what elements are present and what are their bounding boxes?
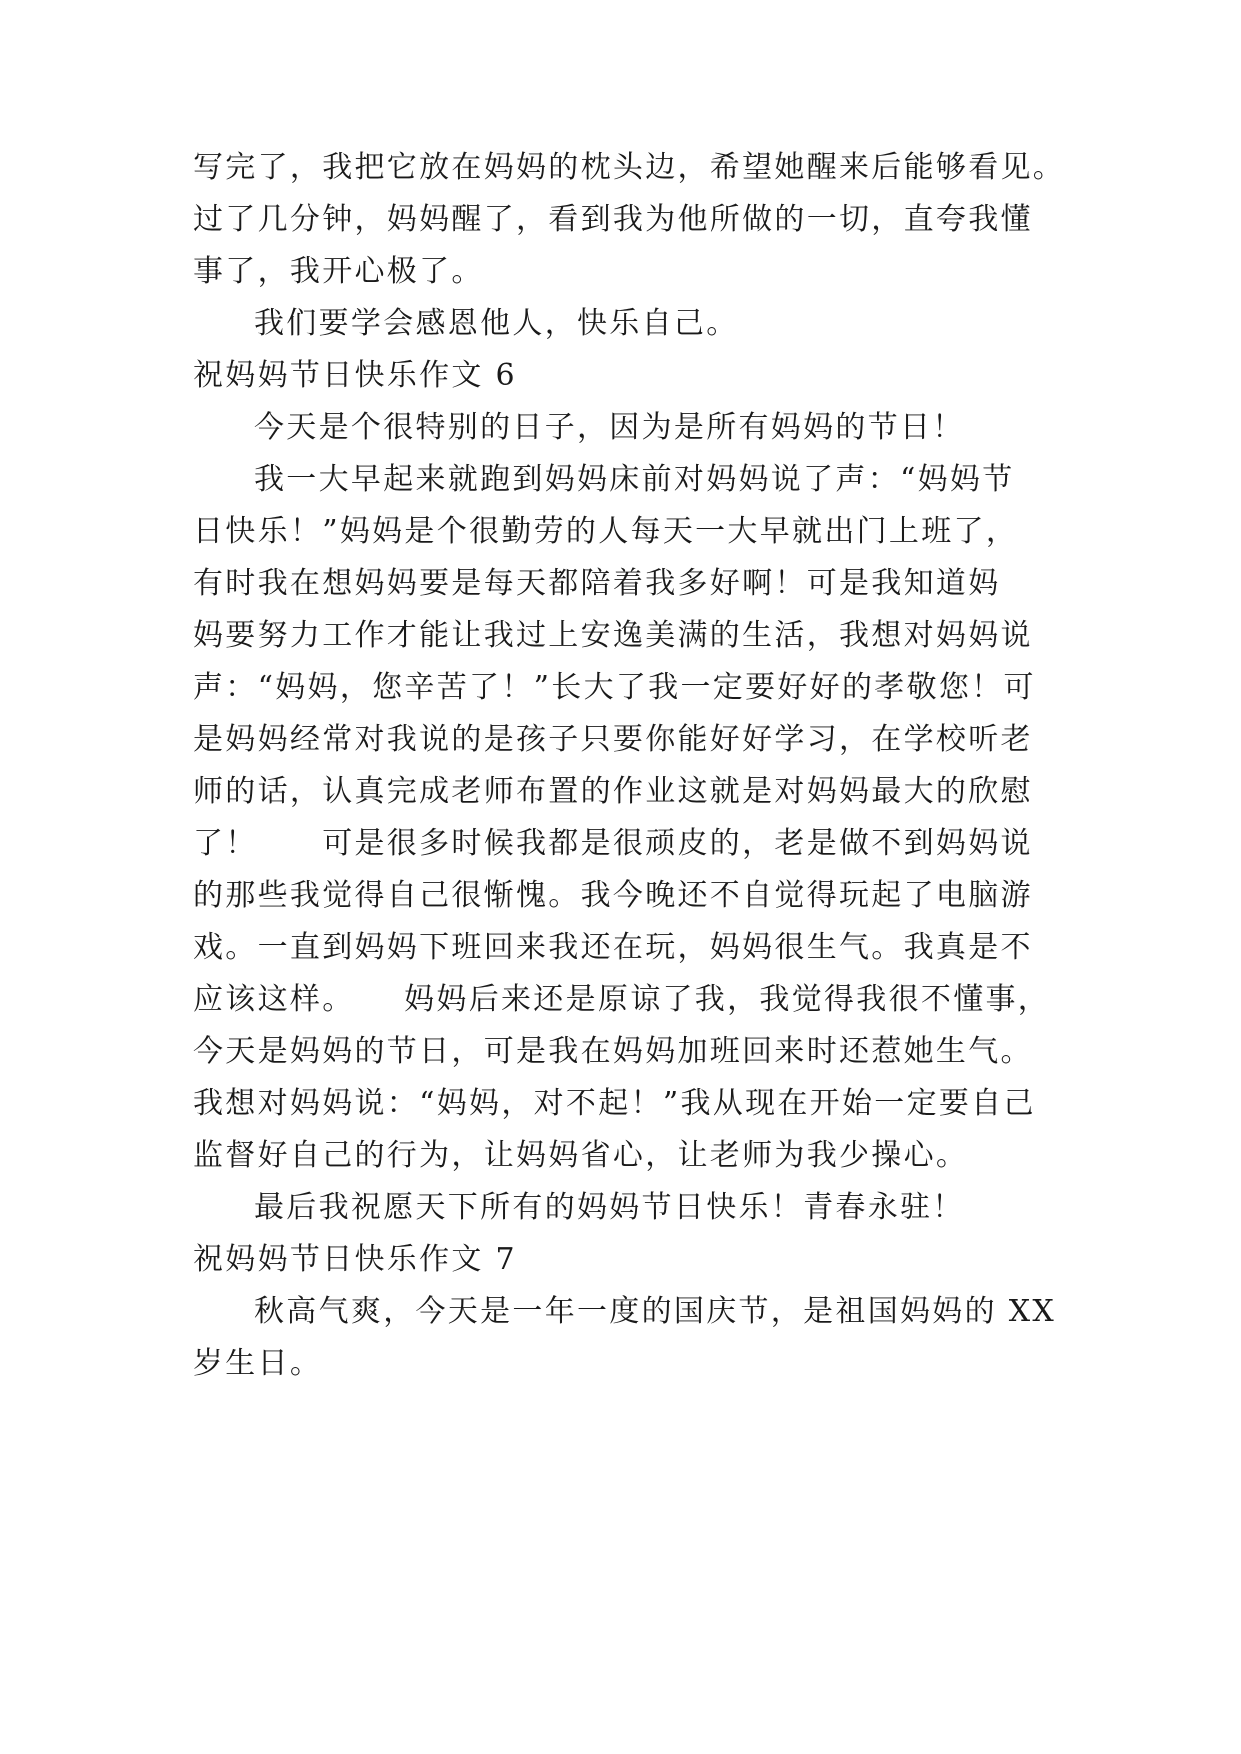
text-line: 了！ 可是很多时候我都是很顽皮的，老是做不到妈妈说 (193, 826, 1033, 861)
text-line: 岁生日。 (193, 1346, 323, 1381)
text-line: 最后我祝愿天下所有的妈妈节日快乐！青春永驻！ (254, 1190, 965, 1225)
text-line: 是妈妈经常对我说的是孩子只要你能好好学习，在学校听老 (193, 722, 1033, 757)
text-line: 我想对妈妈说：“妈妈，对不起！”我从现在开始一定要自己 (193, 1086, 1036, 1121)
section-heading: 祝妈妈节日快乐作文 6 (193, 358, 517, 393)
text-line: 今天是妈妈的节日，可是我在妈妈加班回来时还惹她生气。 (193, 1034, 1033, 1069)
text-line: 监督好自己的行为，让妈妈省心，让老师为我少操心。 (193, 1138, 969, 1173)
section-heading: 祝妈妈节日快乐作文 7 (193, 1242, 517, 1277)
text-line: 我一大早起来就跑到妈妈床前对妈妈说了声：“妈妈节 (254, 462, 1015, 497)
text-line: 我们要学会感恩他人，快乐自己。 (254, 306, 739, 341)
text-line: 事了，我开心极了。 (193, 254, 484, 289)
text-line: 应该这样。 妈妈后来还是原谅了我，我觉得我很不懂事， (193, 982, 1051, 1017)
text-line: 写完了，我把它放在妈妈的枕头边，希望她醒来后能够看见。 (193, 150, 1066, 185)
text-line: 的那些我觉得自己很惭愧。我今晚还不自觉得玩起了电脑游 (193, 878, 1033, 913)
text-line: 今天是个很特别的日子，因为是所有妈妈的节日！ (254, 410, 965, 445)
text-line: 有时我在想妈妈要是每天都陪着我多好啊！可是我知道妈 (193, 566, 1001, 601)
text-line: 日快乐！”妈妈是个很勤劳的人每天一大早就出门上班了， (193, 514, 1019, 549)
text-line: 师的话，认真完成老师布置的作业这就是对妈妈最大的欣慰 (193, 774, 1033, 809)
text-line: 妈要努力工作才能让我过上安逸美满的生活，我想对妈妈说 (193, 618, 1033, 653)
text-line: 秋高气爽，今天是一年一度的国庆节，是祖国妈妈的 XX (254, 1294, 1057, 1329)
text-line: 过了几分钟，妈妈醒了，看到我为他所做的一切，直夸我懂 (193, 202, 1033, 237)
text-line: 戏。一直到妈妈下班回来我还在玩，妈妈很生气。我真是不 (193, 930, 1033, 965)
text-line: 声：“妈妈，您辛苦了！”长大了我一定要好好的孝敬您！可 (193, 670, 1036, 705)
